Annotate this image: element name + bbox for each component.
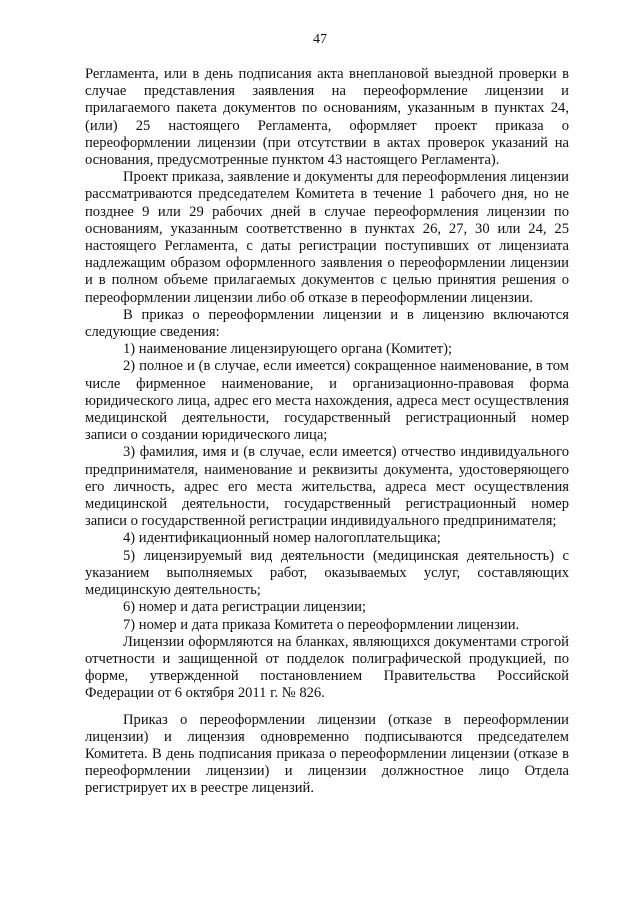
document-body — [85, 66, 569, 798]
list-item: 6) номер и дата регистрации лицензии; — [123, 599, 367, 616]
paragraph: Лицензии оформляются на бланках, являющихся документами строгой отчетности и защищенной от подделок полиграфической продукцией, по форме, утвержденной постановлением Правительства Российской Федерации от 6 октября 2011 г. № 826. — [85, 633, 569, 702]
list-item: 7) номер и дата приказа Комитета о переоформлении лицензии. — [123, 616, 520, 633]
list-item: 1) наименование лицензирующего органа (Комитет); — [123, 341, 453, 358]
list-item: 2) полное и (в случае, если имеется) сокращенное наименование, в том числе фирменное наименование, и организационно-правовая форма юридического лица, адрес его места нахождения, адреса мест осуществления медицинской деятельности, государственный регистрационный номер записи о создании юридического лица; — [85, 358, 569, 444]
list-item: 3) фамилия, имя и (в случае, если имеется) отчество индивидуального предпринимателя, наименование и реквизиты документа, удостоверяющего его личность, адрес его места жительства, адреса мест осуществления медицинской деятельности, государственный регистрационный номер записи о государственной регистрации индивидуального предпринимателя; — [85, 444, 569, 530]
page-number: 47 — [313, 32, 327, 47]
paragraph: Проект приказа, заявление и документы для переоформления лицензии рассматриваются председателем Комитета в течение 1 рабочего дня, но не позднее 9 или 29 рабочих дней в случае переоформления лицензии по основаниям, указанным соответственно в пунктах 26, 27, 30 или 24, 25 настоящего Регламента, с даты регистрации поступивших от лицензиата надлежащим образом оформленного заявления о переоформлении лицензии и в полном объеме прилагаемых документов с целью принятия решения о переоформлении лицензии либо об отказе в переоформлении лицензии. — [85, 169, 569, 306]
list-item: 5) лицензируемый вид деятельности (медицинская деятельность) с указанием выполняемых работ, оказываемых услуг, составляющих медицинскую деятельность; — [85, 547, 569, 599]
paragraph: Приказ о переоформлении лицензии (отказе в переоформлении лицензии) и лицензия одновременно подписываются председателем Комитета. В день подписания приказа о переоформлении лицензии (отказе в переоформлении лицензии) и лицензии должностное лицо Отдела регистрирует их в реестре лицензий. — [85, 711, 569, 797]
paragraph: В приказ о переоформлении лицензии и в лицензию включаются следующие сведения: — [85, 306, 569, 341]
paragraph: Регламента, или в день подписания акта внеплановой выездной проверки в случае представления заявления на переоформление лицензии и прилагаемого пакета документов по основаниям, указанным в пунктах 24, (или) 25 настоящего Регламента, оформляет проект приказа о переоформлении лицензии (при отсутствии в актах проверок указаний на основания, предусмотренные пунктом 43 настоящего Регламента). — [85, 66, 569, 169]
list-item: 4) идентификационный номер налогоплательщика; — [123, 530, 441, 547]
